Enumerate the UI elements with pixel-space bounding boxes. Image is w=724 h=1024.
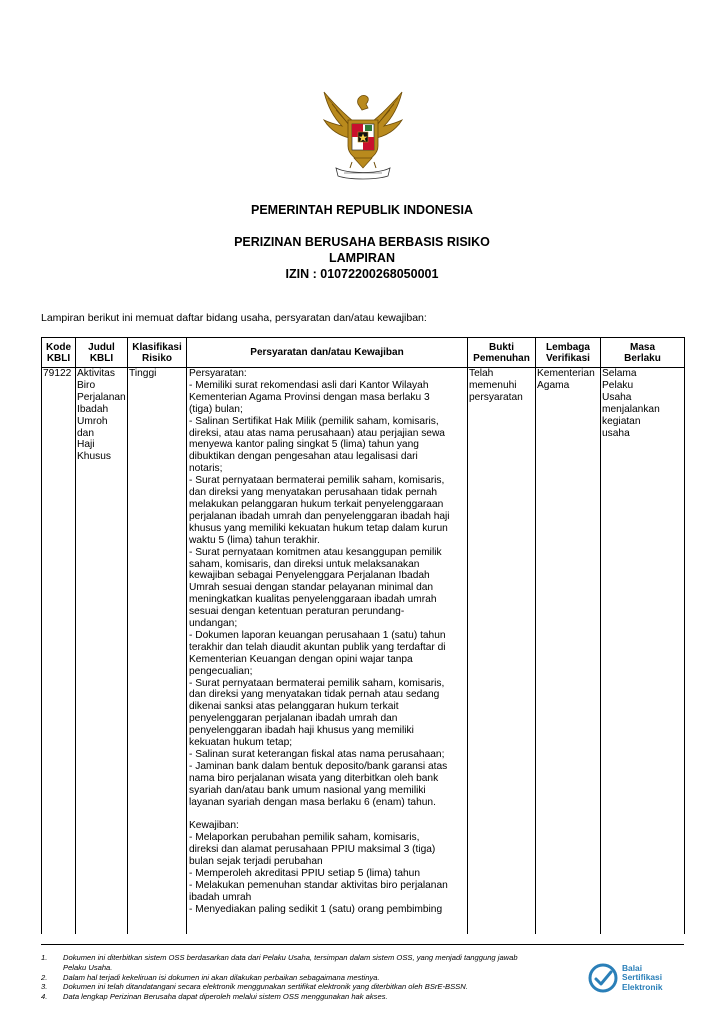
header-judul-kbli: Judul KBLI [76, 338, 128, 368]
cell-lembaga-verifikasi: Kementerian Agama [536, 368, 601, 934]
table-header-row [42, 338, 685, 368]
header-klasifikasi-risiko: Klasifikasi Risiko [128, 338, 187, 368]
header-bukti-pemenuhan: Bukti Pemenuhan [468, 338, 536, 368]
intro-text: Lampiran berikut ini memuat daftar bidang usaha, persyaratan dan/atau kewajiban: [41, 312, 427, 324]
cell-kode-kbli: 79122 [42, 368, 76, 934]
header-lembaga-verifikasi: Lembaga Verifikasi [536, 338, 601, 368]
footer-divider [41, 944, 684, 945]
header-persyaratan: Persyaratan dan/atau Kewajiban [187, 338, 468, 368]
government-title: PEMERINTAH REPUBLIK INDONESIA [250, 203, 473, 217]
table-row [42, 368, 685, 934]
cell-persyaratan: Persyaratan: - Memiliki surat rekomendasi asli dari Kantor Wilayah Kementerian Agama Provinsi dengan masa berlaku 3 (tiga) bulan; - Salinan Sertifikat Hak Milik (pemilik saham, komisaris, direksi, atau atas nama perusahaan) atau perjajian sewa menyewa kantor paling singkat 5 (lima) tahun yang dibuktikan dengan pengesahan atau legalisasi dari notaris; - Surat pernyataan bermaterai pemilik saham, komisaris, dan direksi yang menyatakan perusahaan tidak pernah melakukan pelanggaran hukum terkait penyelenggaraan perjalanan ibadah umrah dan penyelenggaran ibadah haji khusus yang memiliki kekuatan hukum tetap dalam kurun waktu 5 (lima) tahun terakhir. - Surat pernyataan komitmen atau kesanggupan pemilik saham, komisaris, dan direksi untuk melaksanakan kewajiban sebagai Penyelenggara Perjalanan Ibadah Umrah sesuai dengan standar pelayanan minimal dan meningkatkan kualitas penyelenggaraan ibadah umrah sesuai dengan ketentuan peraturan perundang- undangan; - Dokumen laporan keuangan perusahaan 1 (satu) tahun terakhir dan telah diaudit akuntan publik yang terdaftar di Kementerian Keuangan dengan opini wajar tanpa pengecualian; - Surat pernyataan bermaterai pemilik saham, komisaris, dan direksi yang menyatakan tidak pernah atau sedang dikenai sanksi atas pelanggaran hukum terkait penyelenggaran perjalanan ibadah umrah dan penyelenggaran ibadah haji khusus yang memiliki kekuatan hukum tetap; - Salinan surat keterangan fiskal atas nama perusahaan; - Jaminan bank dalam bentuk deposito/bank garansi atas nama biro perjalanan wisata yang diterbitkan oleh bank syariah dan/atau bank umum nasional yang memiliki layanan syariah dengan masa berlaku 6 (enam) tahun. Kewajiban: - Melaporkan perubahan pemilik saham, komisaris, direksi dan alamat perusahaan PPIU maksimal 3 (tiga) bulan sejak terjadi perubahan - Memperoleh akreditasi PPIU setiap 5 (lima) tahun - Melakukan pemenuhan standar aktivitas biro perjalanan ibadah umrah - Menyediakan paling sedikit 1 (satu) orang pembimbing [187, 368, 468, 934]
garuda-emblem-icon [318, 88, 408, 180]
footer-note: 1. Dokumen ini diterbitkan sistem OSS berdasarkan data dari Pelaku Usaha, tersimpan dalam sistem OSS, yang menjadi tanggung jawab Pelaku Usaha. [41, 953, 518, 972]
footer-notes [41, 953, 601, 1002]
footer-note: 2. Dalam hal terjadi kekeliruan isi dokumen ini akan dilakukan perbaikan sebagaimana mestinya. [41, 972, 380, 982]
bsre-logo [588, 960, 688, 996]
cell-klasifikasi-risiko: Tinggi [128, 368, 187, 934]
cell-bukti-pemenuhan: Telah memenuhi persyaratan [468, 368, 536, 934]
kbli-table [41, 337, 685, 934]
document-subtitle: LAMPIRAN [329, 251, 395, 265]
header-masa-berlaku: Masa Berlaku [601, 338, 685, 368]
bsre-logo-icon [588, 963, 618, 993]
cell-judul-kbli: Aktivitas Biro Perjalanan Ibadah Umroh dan Haji Khusus [76, 368, 128, 934]
document-title: PERIZINAN BERUSAHA BERBASIS RISIKO [234, 235, 490, 249]
footer-note: 4. Data lengkap Perizinan Berusaha dapat diperoleh melalui sistem OSS menggunakan hak akses. [41, 992, 388, 1002]
cell-masa-berlaku: Selama Pelaku Usaha menjalankan kegiatan usaha [601, 368, 685, 934]
header-kode-kbli: Kode KBLI [42, 338, 76, 368]
bsre-logo-text: Balai Sertifikasi Elektronik [622, 963, 663, 992]
permit-number: IZIN : 01072200268050001 [285, 267, 439, 281]
footer-note: 3. Dokumen ini telah ditandatangani secara elektronik menggunakan sertifikat elektronik yang diterbitkan oleh BSrE-BSSN. [41, 982, 468, 992]
